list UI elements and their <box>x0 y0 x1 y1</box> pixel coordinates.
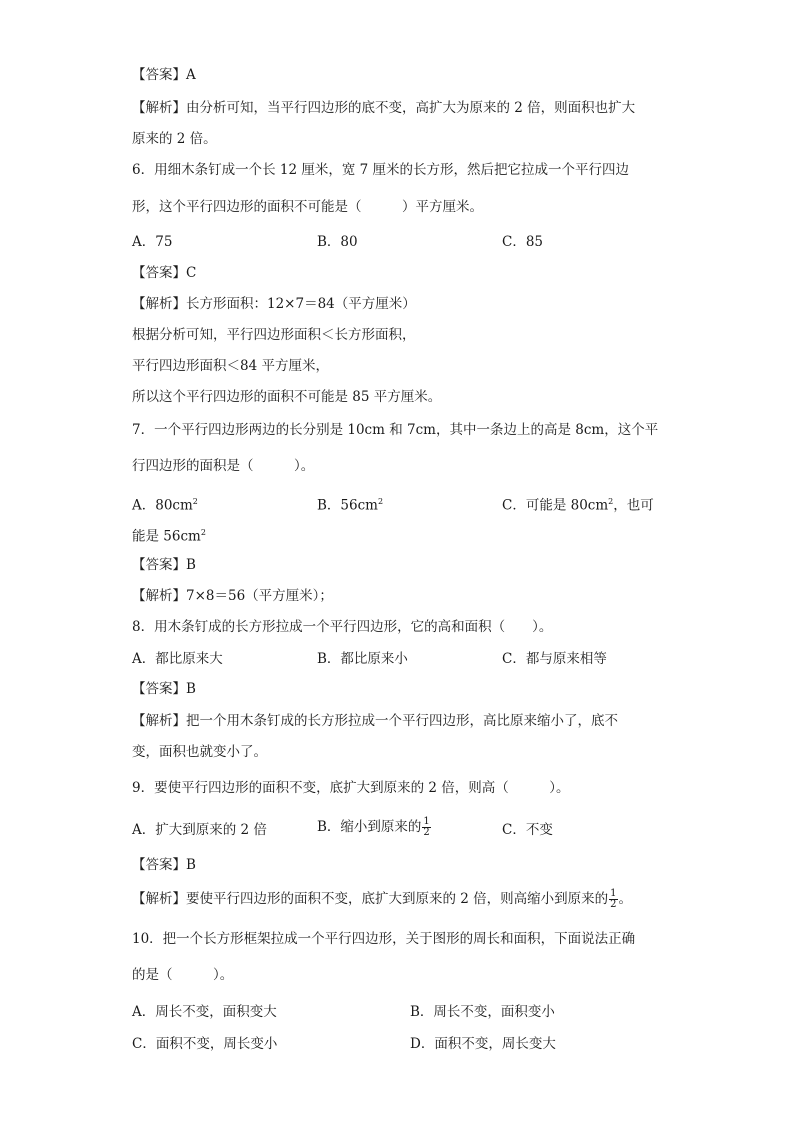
explanation-8-line1: 【解析】把一个用木条钉成的长方形拉成一个平行四边形，高比原来缩小了，底不 <box>132 713 618 729</box>
question-6-line1: 6．用细木条钉成一个长 12 厘米，宽 7 厘米的长方形，然后把它拉成一个平行四边 <box>132 162 630 178</box>
question-7-line1: 7．一个平行四边形两边的长分别是 10cm 和 7cm，其中一条边上的高是 8cm，这个平 <box>132 422 659 438</box>
question-9-option-a: A．扩大到原来的 2 倍 <box>132 822 267 838</box>
question-10-option-a: A．周长不变，面积变大 <box>132 1004 277 1020</box>
question-7-line2: 行四边形的面积是（ ）。 <box>132 458 315 474</box>
answer-9: 【答案】B <box>132 857 196 873</box>
explanation-6-line4: 所以这个平行四边形的面积不可能是 85 平方厘米。 <box>132 389 442 405</box>
question-8-option-b: B．都比原来小 <box>317 651 408 667</box>
question-7-option-c: C．可能是 $80cm^2$，也可 <box>502 497 654 514</box>
question-7-option-a: A．$80cm^2$ <box>132 497 198 514</box>
fraction-one-half: $\frac{1}{2}$ <box>610 888 617 910</box>
question-10-line2: 的是（ ）。 <box>132 967 234 983</box>
question-9: 9．要使平行四边形的面积不变，底扩大到原来的 2 倍，则高（ ）。 <box>132 780 570 796</box>
explanation-6-line1: 【解析】长方形面积：12×7＝84（平方厘米） <box>132 296 416 312</box>
explanation-5-line1: 【解析】由分析可知，当平行四边形的底不变，高扩大为原来的 2 倍，则面积也扩大 <box>132 100 636 116</box>
question-7-option-b: B．$56cm^2$ <box>317 497 384 514</box>
question-8: 8．用木条钉成的长方形拉成一个平行四边形，它的高和面积（ ）。 <box>132 619 553 635</box>
question-6-option-c: C．85 <box>502 234 544 250</box>
question-10-line1: 10．把一个长方形框架拉成一个平行四边形，关于图形的周长和面积，下面说法正确 <box>132 931 636 947</box>
explanation-9: 【解析】要使平行四边形的面积不变，底扩大到原来的 2 倍，则高缩小到原来的 $\frac{1}{2}$ 。 <box>132 888 633 910</box>
question-6-option-a: A．75 <box>132 234 173 250</box>
question-10-option-b: B．周长不变，面积变小 <box>410 1004 555 1020</box>
explanation-8-line2: 变，面积也就变小了。 <box>132 744 267 760</box>
question-9-option-b: B．缩小到原来的 $\frac{1}{2}$ <box>317 816 430 838</box>
explanation-6-line3: 平行四边形面积＜84 平方厘米， <box>132 358 329 374</box>
answer-5: 【答案】A <box>132 67 196 83</box>
explanation-5-line2: 原来的 2 倍。 <box>132 131 217 147</box>
fraction-one-half: $\frac{1}{2}$ <box>423 816 430 838</box>
question-8-option-a: A．都比原来大 <box>132 651 223 667</box>
answer-7: 【答案】B <box>132 557 196 573</box>
question-6-line2: 形，这个平行四边形的面积不可能是（ ）平方厘米。 <box>132 199 483 215</box>
question-8-option-c: C．都与原来相等 <box>502 651 607 667</box>
question-10-option-c: C．面积不变，周长变小 <box>132 1036 278 1052</box>
answer-6: 【答案】C <box>132 265 197 281</box>
question-7-option-c-cont: 能是 $56cm^2$ <box>132 528 206 545</box>
answer-8: 【答案】B <box>132 681 196 697</box>
explanation-6-line2: 根据分析可知，平行四边形面积＜长方形面积， <box>132 327 416 343</box>
question-10-option-d: D．面积不变，周长变大 <box>410 1036 556 1052</box>
explanation-7: 【解析】7×8＝56（平方厘米）； <box>132 588 333 604</box>
question-6-option-b: B．80 <box>317 234 358 250</box>
question-9-option-c: C．不变 <box>502 822 553 838</box>
